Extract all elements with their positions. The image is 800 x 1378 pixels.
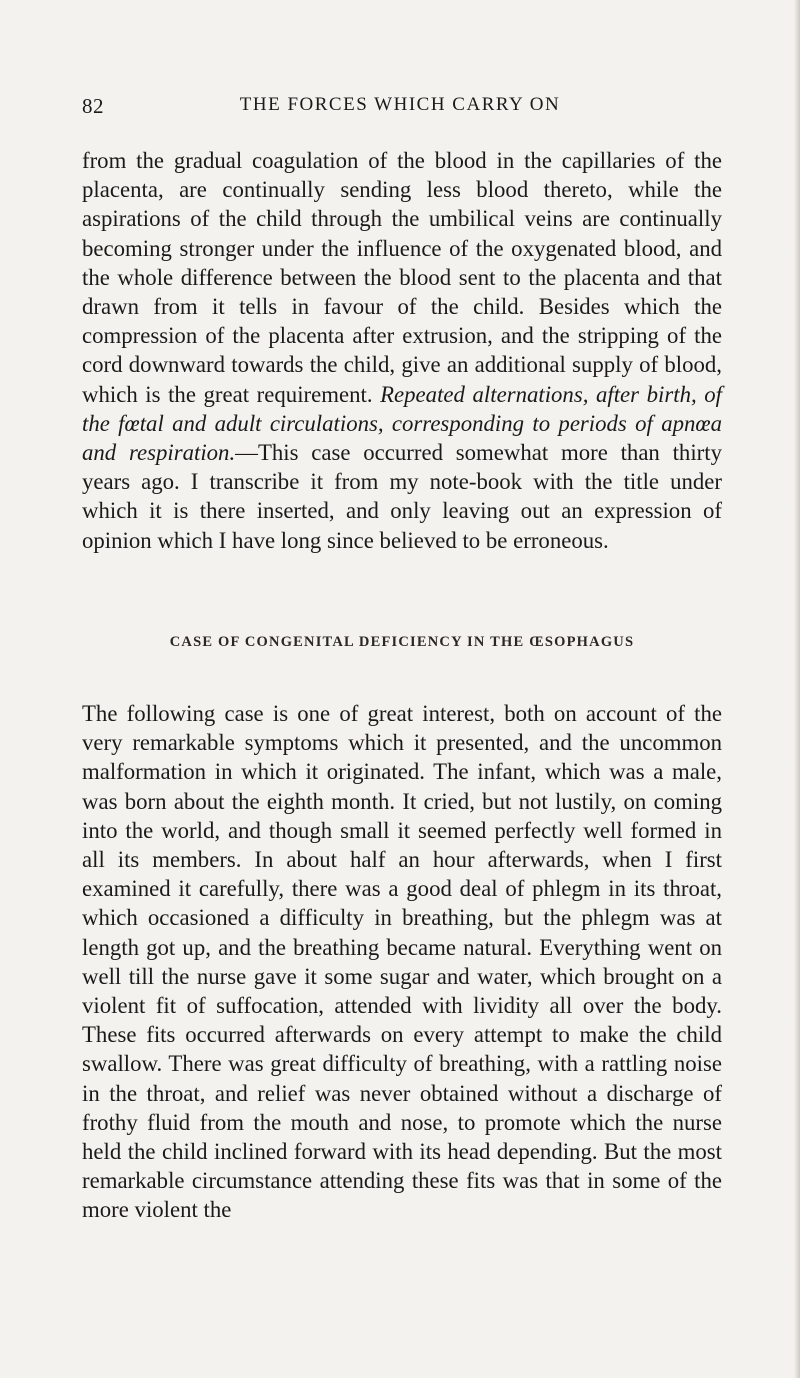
italic-case-title: Repeated alternations, after birth, of the fœtal and adult circulations, corresponding to periods of apnœa and respiration. (82, 381, 722, 466)
paragraph-text: from the gradual coagulation of the blood in the capillaries of the placenta, are continually sending less blood thereto, while the aspirations of the child through the umbilical veins are continually becoming stronger under the influence of the oxygenated blood, and the whole difference between the blood sent to the placenta and that drawn from it tells in favour of the child. Besides which the compression of the placenta after extrusion, and the stripping of the cord downward towards the child, give an additional supply of blood, which is the great requirement. (82, 148, 722, 407)
running-head: THE FORCES WHICH CARRY ON (239, 94, 561, 115)
page-edge-shadow (794, 0, 800, 1378)
paragraph-case-description: The following case is one of great interest, both on account of the very remarkable symptoms which it presented, and the uncommon malformation in which it originated. The infant, which was a male, was born about the eighth month. It cried, but not lustily, on coming into the world, and though small it seemed perfectly well formed in all its members. In about half an hour afterwards, when I first examined it carefully, there was a good deal of phlegm in its throat, which occasioned a difficulty in breathing, but the phlegm was at length got up, and the breathing became natural. Everything went on well till the nurse gave it some sugar and water, which brought on a violent fit of suffocation, attended with lividity all over the body. These fits occurred afterwards on every attempt to make the child swallow. There was great difficulty of breathing, with a rattling noise in the throat, and relief was never obtained without a discharge of frothy fluid from the mouth and nose, to promote which the nurse held the child inclined forward with its head depending. But the most remarkable circumstance attending these fits was that in some of the more violent the (82, 701, 722, 1223)
paragraph-text-after-title: —This case occurred somewhat more than thirty years ago. I transcribe it from my note-book with the title under which it is there inserted, and only leaving out an expression of opinion which I have long since believed to be erroneous. (82, 440, 722, 553)
page-number: 82 (82, 94, 104, 118)
paragraph-continuation (82, 146, 722, 555)
section-heading: CASE OF CONGENITAL DEFICIENCY IN THE ŒSOPHAGUS (169, 634, 635, 650)
